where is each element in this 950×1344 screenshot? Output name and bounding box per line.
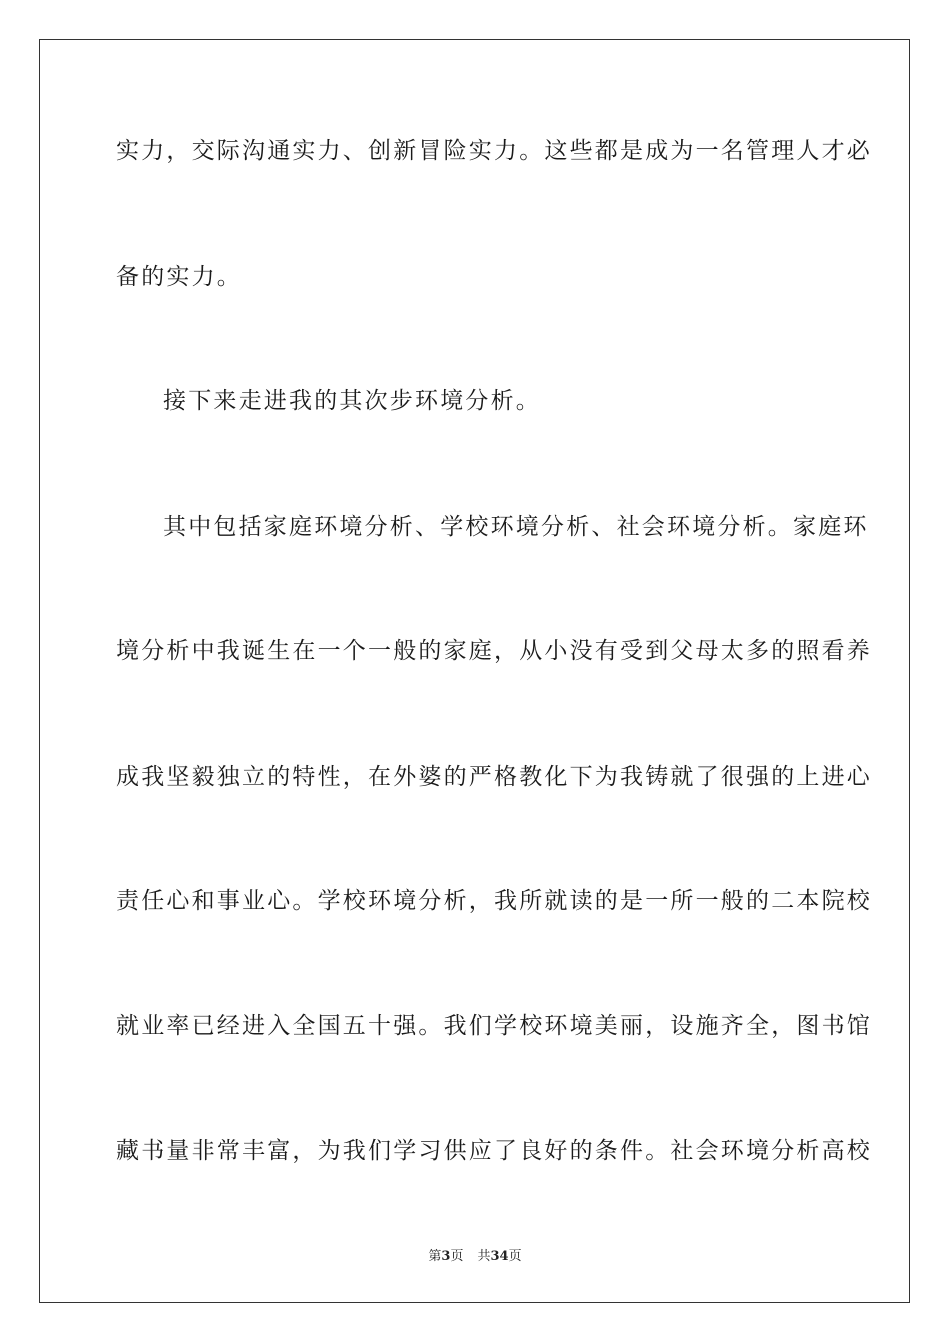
total-pages: 34 [490, 1249, 509, 1264]
text-line: 实力，交际沟通实力、创新冒险实力。这些都是成为一名管理人才必 [116, 138, 872, 164]
text-line: 责任心和事业心。学校环境分析，我所就读的是一所一般的二本院校 [116, 888, 872, 914]
text-line: 备的实力。 [116, 264, 242, 290]
total-prefix: 共 [477, 1249, 491, 1264]
total-suffix: 页 [508, 1249, 522, 1264]
text-line: 成我坚毅独立的特性，在外婆的严格教化下为我铸就了很强的上进心 [116, 764, 872, 790]
text-line: 境分析中我诞生在一个一般的家庭，从小没有受到父母太多的照看养 [116, 638, 872, 664]
page-number: 3 [441, 1249, 451, 1264]
text-line: 接下来走进我的其次步环境分析。 [163, 388, 541, 414]
page-prefix: 第 [428, 1249, 442, 1264]
page-suffix: 页 [450, 1249, 464, 1264]
text-line: 就业率已经进入全国五十强。我们学校环境美丽，设施齐全，图书馆 [116, 1013, 872, 1039]
text-line: 藏书量非常丰富，为我们学习供应了良好的条件。社会环境分析高校 [116, 1138, 872, 1164]
page-border [39, 39, 910, 1303]
page-footer [0, 1248, 950, 1266]
text-line: 其中包括家庭环境分析、学校环境分析、社会环境分析。家庭环 [163, 514, 869, 540]
